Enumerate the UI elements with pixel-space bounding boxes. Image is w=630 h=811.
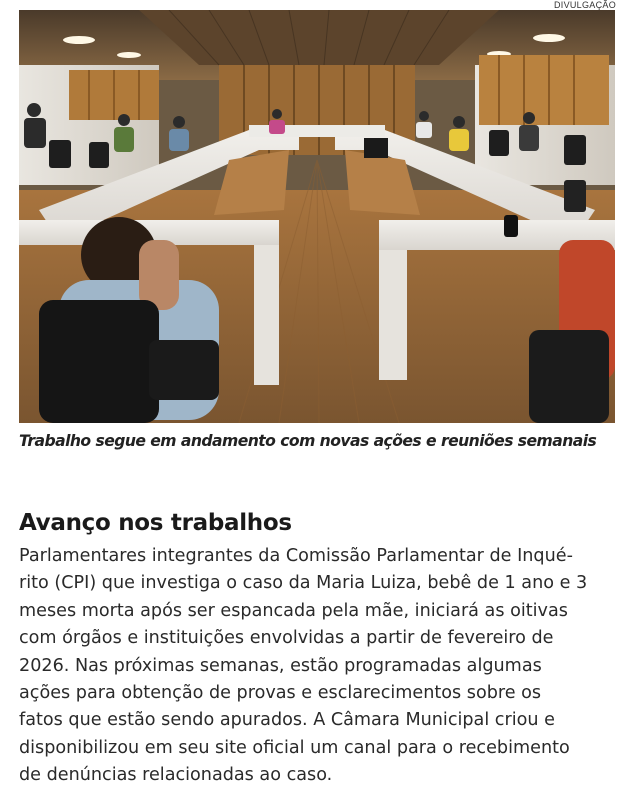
- meeting-room-illustration: [19, 10, 615, 423]
- article-body: [19, 543, 615, 790]
- body-line: ações para obtenção de provas e esclarecimentos sobre os: [19, 683, 542, 704]
- body-line: 2026. Nas próximas semanas, estão programadas algumas: [19, 655, 542, 676]
- body-line: de denúncias relacionadas ao caso.: [19, 765, 333, 786]
- meeting-room-photo: [19, 10, 615, 423]
- body-line: Parlamentares integrantes da Comissão Parlamentar de Inqué-: [19, 546, 573, 566]
- body-line: com órgãos e instituições envolvidas a partir de fevereiro de: [19, 628, 554, 649]
- photo-credit: DIVULGAÇÃO: [553, 0, 616, 10]
- article-headline: Avanço nos trabalhos: [19, 510, 292, 536]
- body-line: fatos que estão sendo apurados. A Câmara Municipal criou e: [19, 710, 555, 731]
- body-line: disponibilizou em seu site oficial um canal para o recebimento: [19, 737, 570, 758]
- body-line: meses morta após ser espancada pela mãe, iniciará as oitivas: [19, 600, 568, 621]
- body-line: rito (CPI) que investiga o caso da Maria Luiza, bebê de 1 ano e 3: [19, 573, 588, 594]
- photo-caption: Trabalho segue em andamento com novas ações e reuniões semanais: [19, 432, 597, 450]
